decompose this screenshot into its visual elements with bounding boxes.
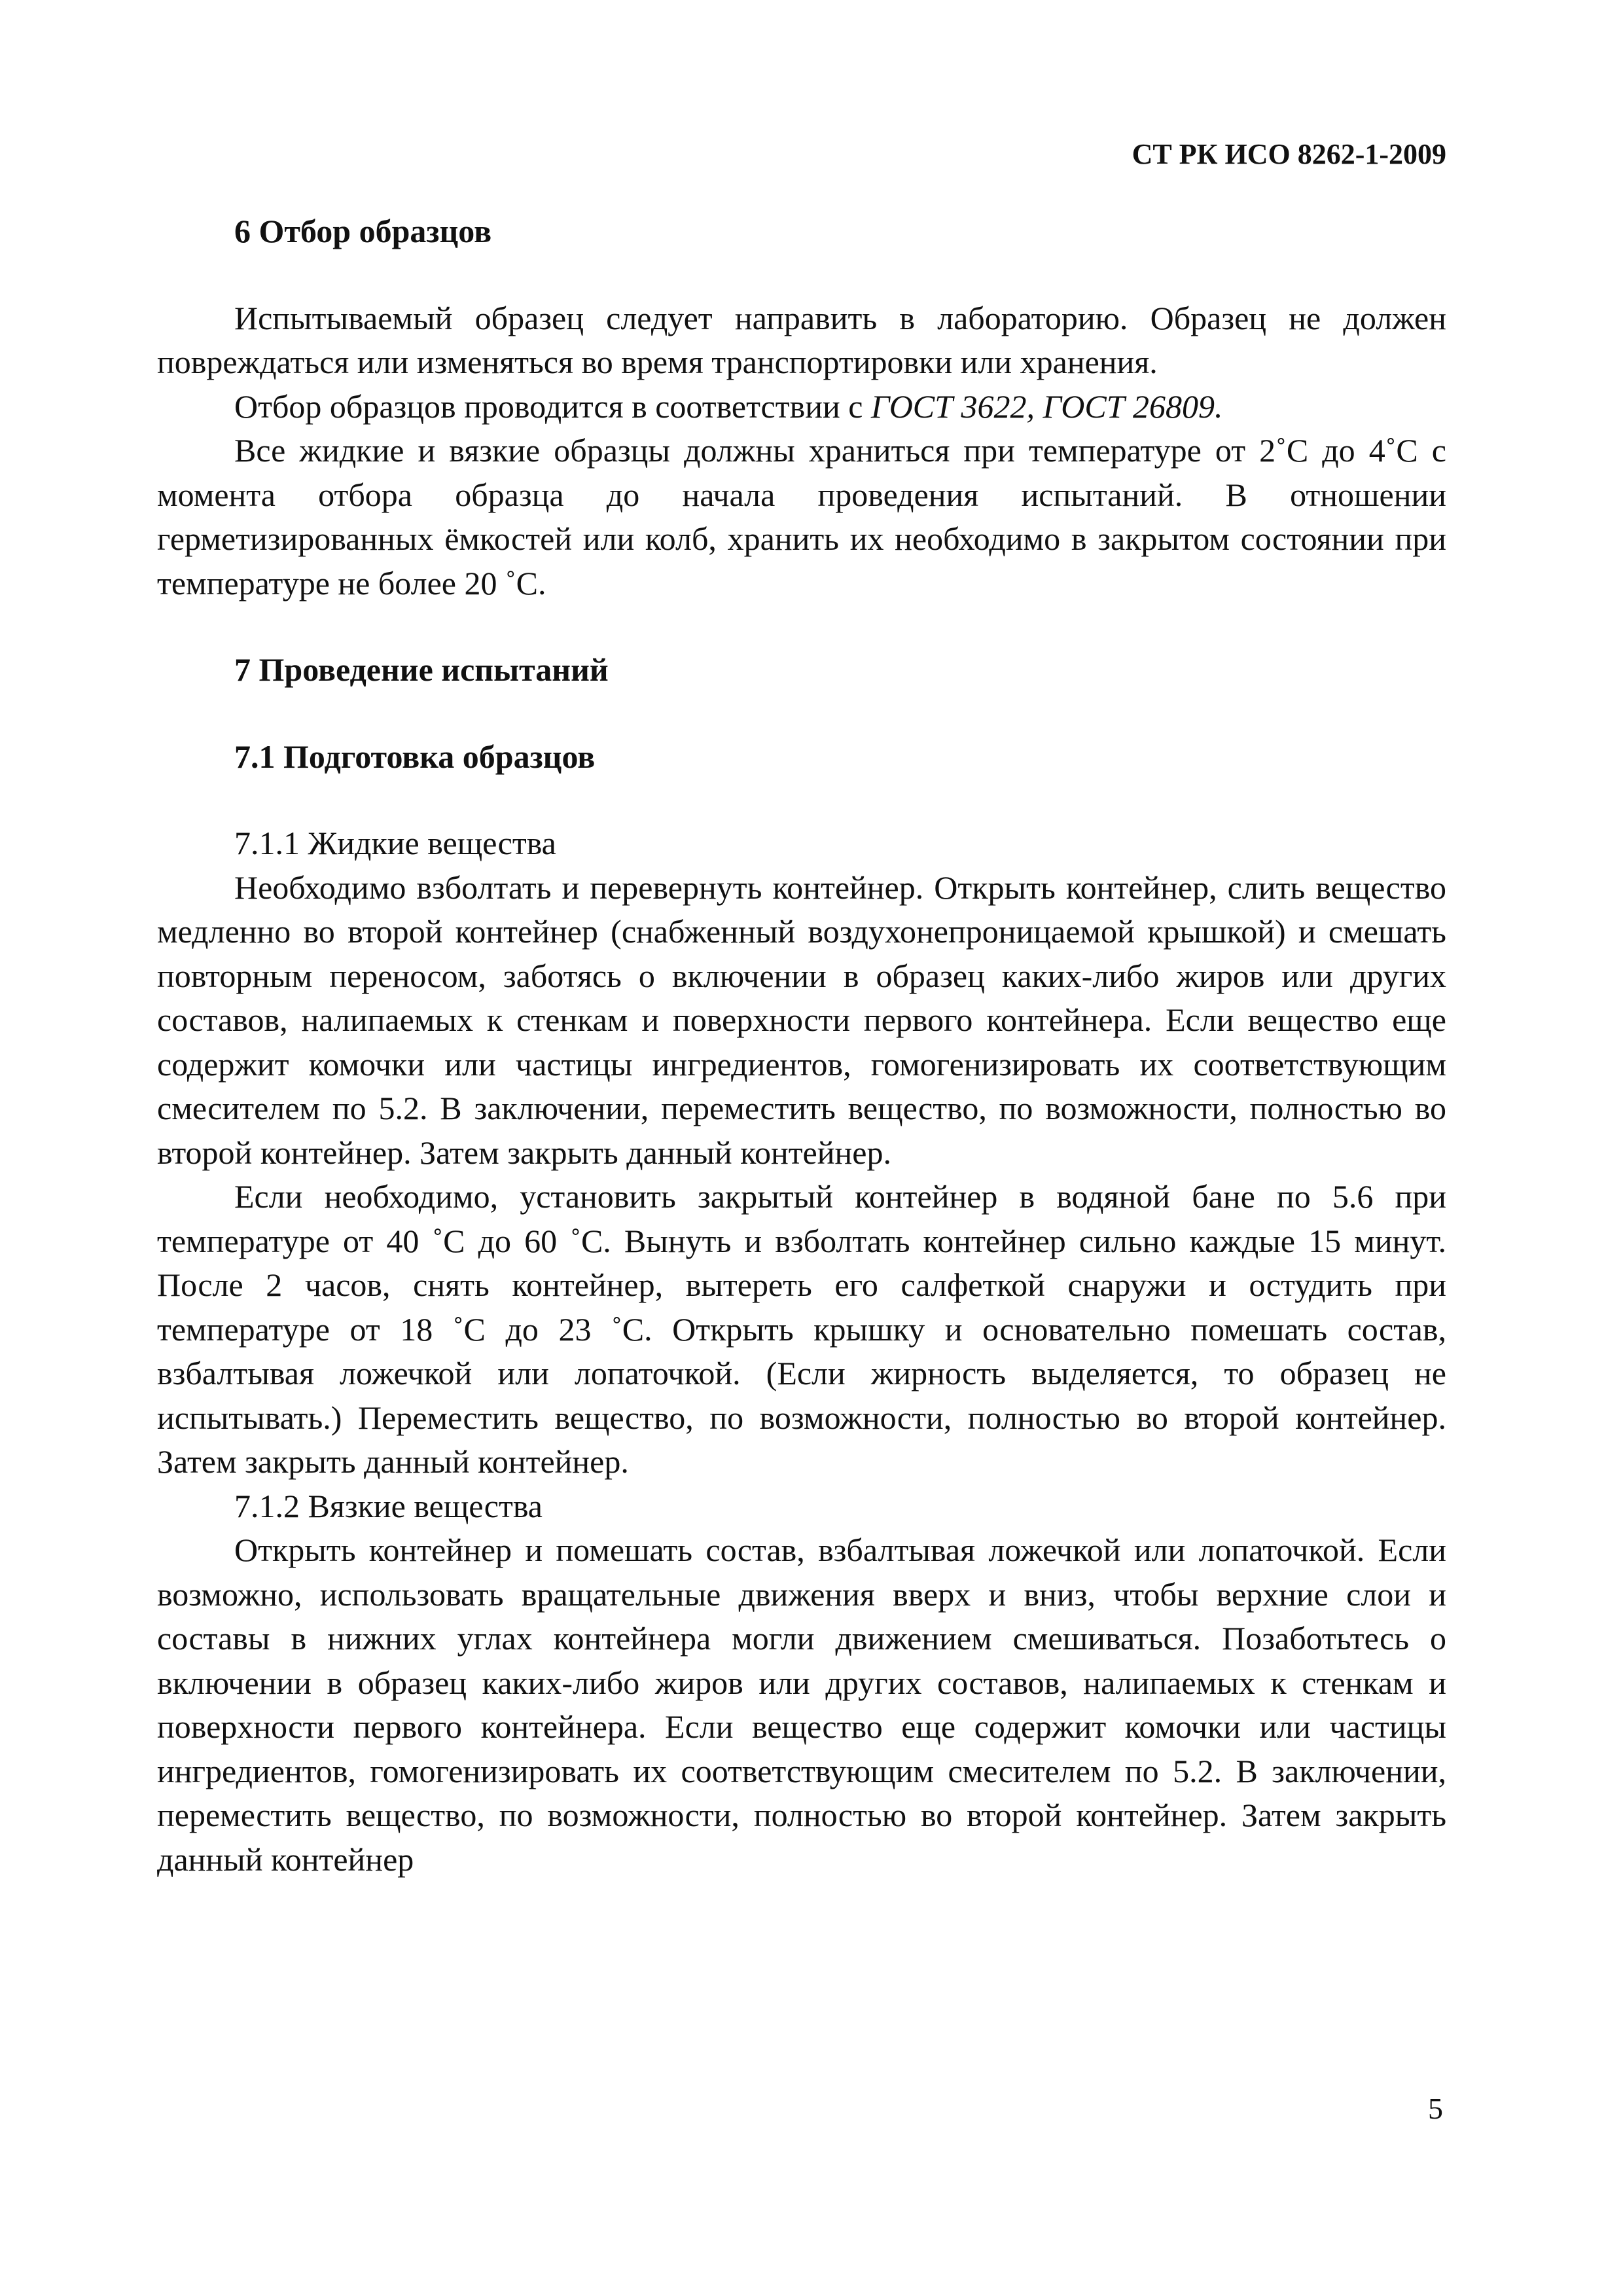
subsection-7-1-2-paragraph-1: Открыть контейнер и помешать состав, взбалтывая ложечкой или лопаточкой. Если возможно, использовать вращательные движения вверх и вниз, чтобы верхние слои и составы в нижних углах контейнера могли движением смешиваться. Позаботьтесь о включении в образец каких-либо жиров или других составов, налипаемых к стенкам и поверхности первого контейнера. Если вещество еще содержит комочки или частицы ингредиентов, гомогенизировать их соответствующим смесителем по 5.2. В заключении, переместить вещество, по возможности, полностью во второй контейнер. Затем закрыть данный контейнер [157, 1532, 1446, 1878]
section-7-heading: 7 Проведение испытаний [234, 651, 609, 688]
section-6-paragraph-1: Испытываемый образец следует направить в лабораторию. Образец не должен повреждаться или изменяться во время транспортировки или хранения. [157, 299, 1446, 380]
subsection-7-1-heading: 7.1 Подготовка образцов [234, 738, 596, 775]
subsection-7-1-2-heading: 7.1.2 Вязкие вещества [234, 1487, 543, 1524]
section-6-paragraph-2-text: Отбор образцов проводится в соответствии с [234, 387, 871, 425]
page-content [157, 209, 1446, 1882]
subsection-7-1-1-paragraph-2: Если необходимо, установить закрытый контейнер в водяной бане по 5.6 при температуре от 40 ˚С до 60 ˚С. Вынуть и взболтать контейнер сильно каждые 15 минут. После 2 часов, снять контейнер, вытереть его салфеткой снаружи и остудить при температуре от 18 ˚С до 23 ˚С. Открыть крышку и основательно помешать состав, взбалтывая ложечкой или лопаточкой. (Если жирность выделяется, то образец не испытывать.) Переместить вещество, по возможности, полностью во второй контейнер. Затем закрыть данный контейнер. [157, 1178, 1446, 1480]
section-6-paragraph-3: Все жидкие и вязкие образцы должны храниться при температуре от 2˚С до 4˚С с момента отбора образца до начала проведения испытаний. В отношении герметизированных ёмкостей или колб, хранить их необходимо в закрытом состоянии при температуре не более 20 ˚С. [157, 432, 1446, 601]
subsection-7-1-1-heading: 7.1.1 Жидкие вещества [234, 825, 556, 861]
page-number: 5 [1428, 2092, 1443, 2125]
section-6-heading: 6 Отбор образцов [234, 213, 492, 249]
section-6-paragraph-2 [157, 385, 1446, 429]
gost-references: ГОСТ 3622, ГОСТ 26809. [870, 387, 1223, 425]
subsection-7-1-1-paragraph-1: Необходимо взболтать и перевернуть контейнер. Открыть контейнер, слить вещество медленно во второй контейнер (снабженный воздухонепроницаемой крышкой) и смешать повторным переносом, заботясь о включении в образец каких-либо жиров или других составов, налипаемых к стенкам и поверхности первого контейнера. Если вещество еще содержит комочки или частицы ингредиентов, гомогенизировать их соответствующим смесителем по 5.2. В заключении, переместить вещество, по возможности, полностью во второй контейнер. Затем закрыть данный контейнер. [157, 869, 1446, 1171]
document-code: СТ РК ИСО 8262-1-2009 [1132, 138, 1446, 170]
